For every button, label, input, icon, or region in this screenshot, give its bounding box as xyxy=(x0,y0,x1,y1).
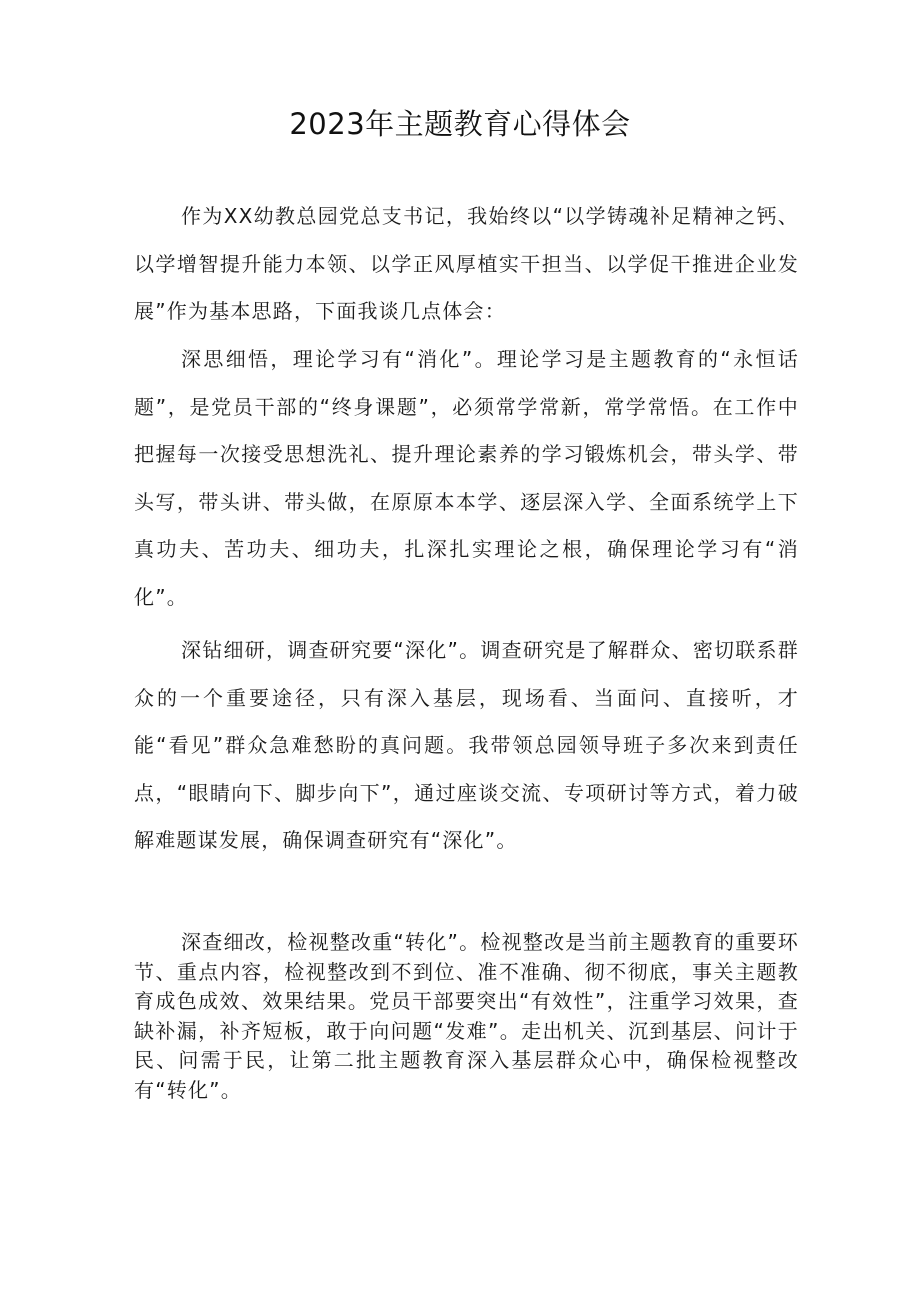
paragraph-investigation: 深钻细研，调查研究要“深化”。调查研究是了解群众、密切联系群众的一个重要途径，只有深入基层，现场看、当面问、直接听，才能“看见”群众急难愁盼的真问题。我带领总园领导班子多次来到责任点，“眼睛向下、脚步向下”，通过座谈交流、专项研讨等方式，着力破解难题谋发展，确保调查研究有“深化”。 xyxy=(134,638,799,853)
paragraph-intro: 作为XX幼教总园党总支书记，我始终以“以学铸魂补足精神之钙、以学增智提升能力本领、以学正风厚植实干担当、以学促干推进企业发展”作为基本思路，下面我谈几点体会： xyxy=(134,204,799,324)
paragraph-theory-study: 深思细悟，理论学习有“消化”。理论学习是主题教育的“永恒话题”，是党员干部的“终身课题”，必须常学常新，常学常悟。在工作中把握每一次接受思想洗礼、提升理论素养的学习锻炼机会，带头学、带头写，带头讲、带头做，在原原本本学、逐层深入学、全面系统学上下真功夫、苦功夫、细功夫，扎深扎实理论之根，确保理论学习有“消化”。 xyxy=(134,347,799,609)
page-title: 2023年主题教育心得体会 xyxy=(289,107,631,141)
document-body xyxy=(134,193,799,336)
document-body-section-1 xyxy=(134,336,799,622)
document-body-section-2 xyxy=(134,627,799,865)
document-body-section-3 xyxy=(134,928,799,1106)
paragraph-rectification: 深查细改，检视整改重“转化”。检视整改是当前主题教育的重要环节、重点内容，检视整改到不到位、准不准确、彻不彻底，事关主题教育成色成效、效果结果。党员干部要突出“有效性”，注重学习效果，查缺补漏，补齐短板，敢于向问题“发难”。走出机关、沉到基层、问计于民、问需于民，让第二批主题教育深入基层群众心中，确保检视整改有“转化”。 xyxy=(134,930,799,1102)
